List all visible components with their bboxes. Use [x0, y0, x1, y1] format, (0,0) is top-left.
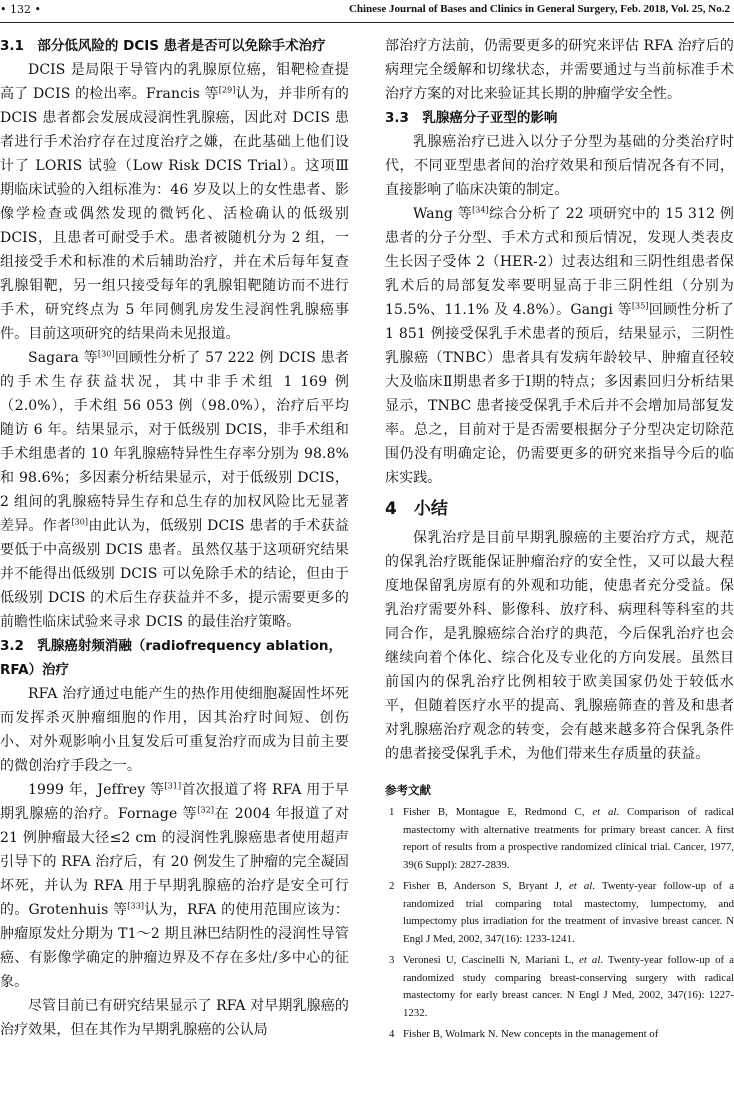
section-heading-3-2: 3.2 乳腺癌射频消融（radiofrequency ablation，RFA）治疗	[0, 638, 342, 678]
paragraph: 部治疗方法前，仍需要更多的研究来评估 RFA 治疗后的病理完全缓解和切缘状态，并需要通过与当前标准手术治疗方案的对比来验证其长期的肿瘤学安全性。	[385, 38, 734, 102]
text: et al	[592, 806, 617, 818]
paragraph: 乳腺癌治疗已进入以分子分型为基础的分类治疗时代，不同亚型患者间的治疗效果和预后情况各有不同，直接影响了临床决策的制定。	[385, 134, 734, 198]
text: 认为，并非所有的 DCIS 患者都会发展成浸润性乳腺癌，因此对 DCIS 患者进行手术治疗存在过度治疗之嫌，在此基础上他们设计了 LORIS 试验（Low Risk DCIS Trial）。这项Ⅲ期临床试验的入组标准为：46 岁及以上的女性患者、影像学检查或偶然发现的微钙化、活检确认的低级别 DCIS，且患者可耐受手术。患者被随机分为 2 组，一组接受手术和标准的术后辅助治疗，并在术后每年复查乳腺钼靶，另一组只接受每年的乳腺钼靶随访而不进行手术，研究终点为 5 年同侧乳房发生浸润性乳腺癌事件。目前这项研究的结果尚未见报道。	[0, 86, 349, 342]
paragraph	[0, 58, 349, 346]
section-heading-3-1: 3.1 部分低风险的 DCIS 患者是否可以免除手术治疗	[0, 38, 326, 54]
right-column	[385, 34, 734, 1048]
text: Wang 等	[413, 206, 473, 222]
text: et al	[568, 880, 593, 892]
references-heading: 参考文献	[385, 783, 431, 797]
journal-citation: Chinese Journal of Bases and Clinics in General Surgery, Feb. 2018, Vol. 25, No.2	[348, 3, 730, 15]
citation: [34]	[472, 205, 489, 215]
text: et al	[579, 954, 601, 966]
paragraph: RFA 治疗通过电能产生的热作用使细胞凝固性坏死而发挥杀灭肿瘤细胞的作用，因其治疗时间短、创伤小、对外观影响小且复发后可重复治疗而成为目前主要的微创治疗手段之一。	[0, 686, 349, 774]
left-column	[0, 34, 349, 1042]
citation: [30]	[71, 517, 89, 527]
text: Sagara 等	[28, 350, 98, 366]
text: . Twenty-year follow-up of a randomized study comparing breast-conserving surgery with radical mastectomy for early breast cancer. N Engl J Med, 2002, 347(16): 1227-1232.	[403, 954, 734, 1019]
text: Fisher B, Wolmark N. New concepts in the management of	[403, 1028, 659, 1040]
citation: [31]	[164, 781, 182, 791]
text: 综合分析了 22 项研究中的 15 312 例患者的分子分型、手术方式和预后情况，发现人类表皮生长因子受体 2（HER-2）过表达组和三阴性组患者保乳术后的局部复发率要明显高于非三阴性组（分别为 15.5%、11.1% 及 4.8%）。Gangi 等	[385, 206, 734, 318]
paragraph	[0, 346, 349, 634]
section-heading-4: 4 小结	[385, 499, 448, 519]
paragraph: 尽管目前已有研究结果显示了 RFA 对早期乳腺癌的治疗效果，但在其作为早期乳腺癌的公认局	[0, 998, 349, 1038]
text: . Comparison of radical mastectomy with alternative treatments for primary breast cancer. A first report of results from a prospective randomized clinical trial. Cancer, 1977, 39(6 Suppl): 2827-2839.	[403, 806, 734, 871]
reference-item	[385, 878, 734, 948]
text: 回顾性分析了 1 851 例接受保乳手术患者的预后，结果显示，三阴性乳腺癌（TNBC）患者具有发病年龄较早、肿瘤直径较大及临床Ⅱ期患者多于Ⅰ期的特点；多因素回归分析结果显示，TNBC 患者接受保乳手术后并不会增加局部复发率。总之，目前对于是否需要根据分子分型决定切除范围仍没有明确定论，仍需要更多的研究来指导今后的临床实践。	[385, 302, 734, 486]
reference-item	[385, 804, 734, 874]
page-header	[0, 0, 734, 23]
paragraph: 保乳治疗是目前早期乳腺癌的主要治疗方式，规范的保乳治疗既能保证肿瘤治疗的安全性，又可以最大程度地保留乳房原有的外观和功能，使患者充分受益。保乳治疗需要外科、影像科、放疗科、病理科等科室的共同合作，是乳腺癌综合治疗的典范，今后保乳治疗也会继续向着个体化、综合化及专业化的方向发展。虽然目前国内的保乳治疗比例相较于欧美国家仍处于较低水平，但随着医疗水平的提高、乳腺癌筛查的普及和患者对乳腺癌治疗观念的转变，会有越来越多符合保乳条件的患者接受保乳手术，为他们带来生存质量的获益。	[385, 530, 734, 762]
reference-item	[385, 952, 734, 1022]
text: 在 2004 年报道了对 21 例肿瘤最大径≤2 cm 的浸润性乳腺癌患者使用超声引导下的 RFA 治疗后，有 20 例发生了肿瘤的完全凝固坏死，并认为 RFA 用于早期乳腺癌的治疗是安全可行的。Grotenhuis 等	[0, 806, 349, 918]
page-number: • 132 •	[0, 3, 41, 16]
section-heading-3-3: 3.3 乳腺癌分子亚型的影响	[385, 110, 558, 126]
citation: [32]	[197, 805, 215, 815]
text: Fisher B, Anderson S, Bryant J,	[403, 880, 569, 892]
citation: [30]	[97, 349, 115, 359]
paragraph	[385, 202, 734, 490]
paragraph	[0, 778, 349, 994]
text: . Twenty-year follow-up of a randomized trial comparing total mastectomy, lumpectomy, and lumpectomy plus irradiation for the treatment of invasive breast cancer. N Engl J Med, 2002, 347(16): 1233-1241.	[403, 880, 734, 945]
text: 首次报道了将 RFA 用于早期乳腺癌的治疗。Fornage 等	[0, 782, 349, 822]
reference-number: 4	[389, 1028, 395, 1040]
citation: [29]	[218, 85, 236, 95]
reference-number: 1	[389, 806, 395, 818]
reference-number: 3	[389, 954, 395, 966]
citation: [35]	[631, 301, 649, 311]
citation: [33]	[127, 901, 145, 911]
text: 由此认为，低级别 DCIS 患者的手术获益要低于中高级别 DCIS 患者。虽然仅基于这项研究结果并不能得出低级别 DCIS 可以免除手术的结论，但由于低级别 DCIS 的术后生存获益并不多，提示需要更多的前瞻性临床试验来寻求 DCIS 的最佳治疗策略。	[0, 518, 350, 630]
text: 回顾性分析了 57 222 例 DCIS 患者的手术生存获益状况，其中非手术组 1 169 例（2.0%），手术组 56 053 例（98.0%），治疗后平均随访 6 年。结果显示，对于低级别 DCIS，非手术组和手术组患者的 10 年乳腺癌特异性生存率分别为 98.8% 和 98.6%；多因素分析结果显示，对于低级别 DCIS，2 组间的乳腺癌特异生存和总生存的加权风险比无显著差异。作者	[0, 350, 349, 534]
text: DCIS 是局限于导管内的乳腺原位癌，钼靶检查提高了 DCIS 的检出率。Francis 等	[0, 62, 349, 102]
reference-list	[385, 804, 734, 1044]
text: 认为，RFA 的使用范围应该为：肿瘤原发灶分期为 T1～2 期且淋巴结阴性的浸润性导管癌、有影像学确定的肿瘤边界及不存在多灶/多中心的征象。	[0, 902, 349, 990]
reference-item	[385, 1026, 734, 1044]
text: Fisher B, Montague E, Redmond C,	[403, 806, 593, 818]
text: Veronesi U, Cascinelli N, Mariani L,	[403, 954, 580, 966]
text: 1999 年，Jeffrey 等	[28, 782, 165, 798]
reference-number: 2	[389, 880, 395, 892]
